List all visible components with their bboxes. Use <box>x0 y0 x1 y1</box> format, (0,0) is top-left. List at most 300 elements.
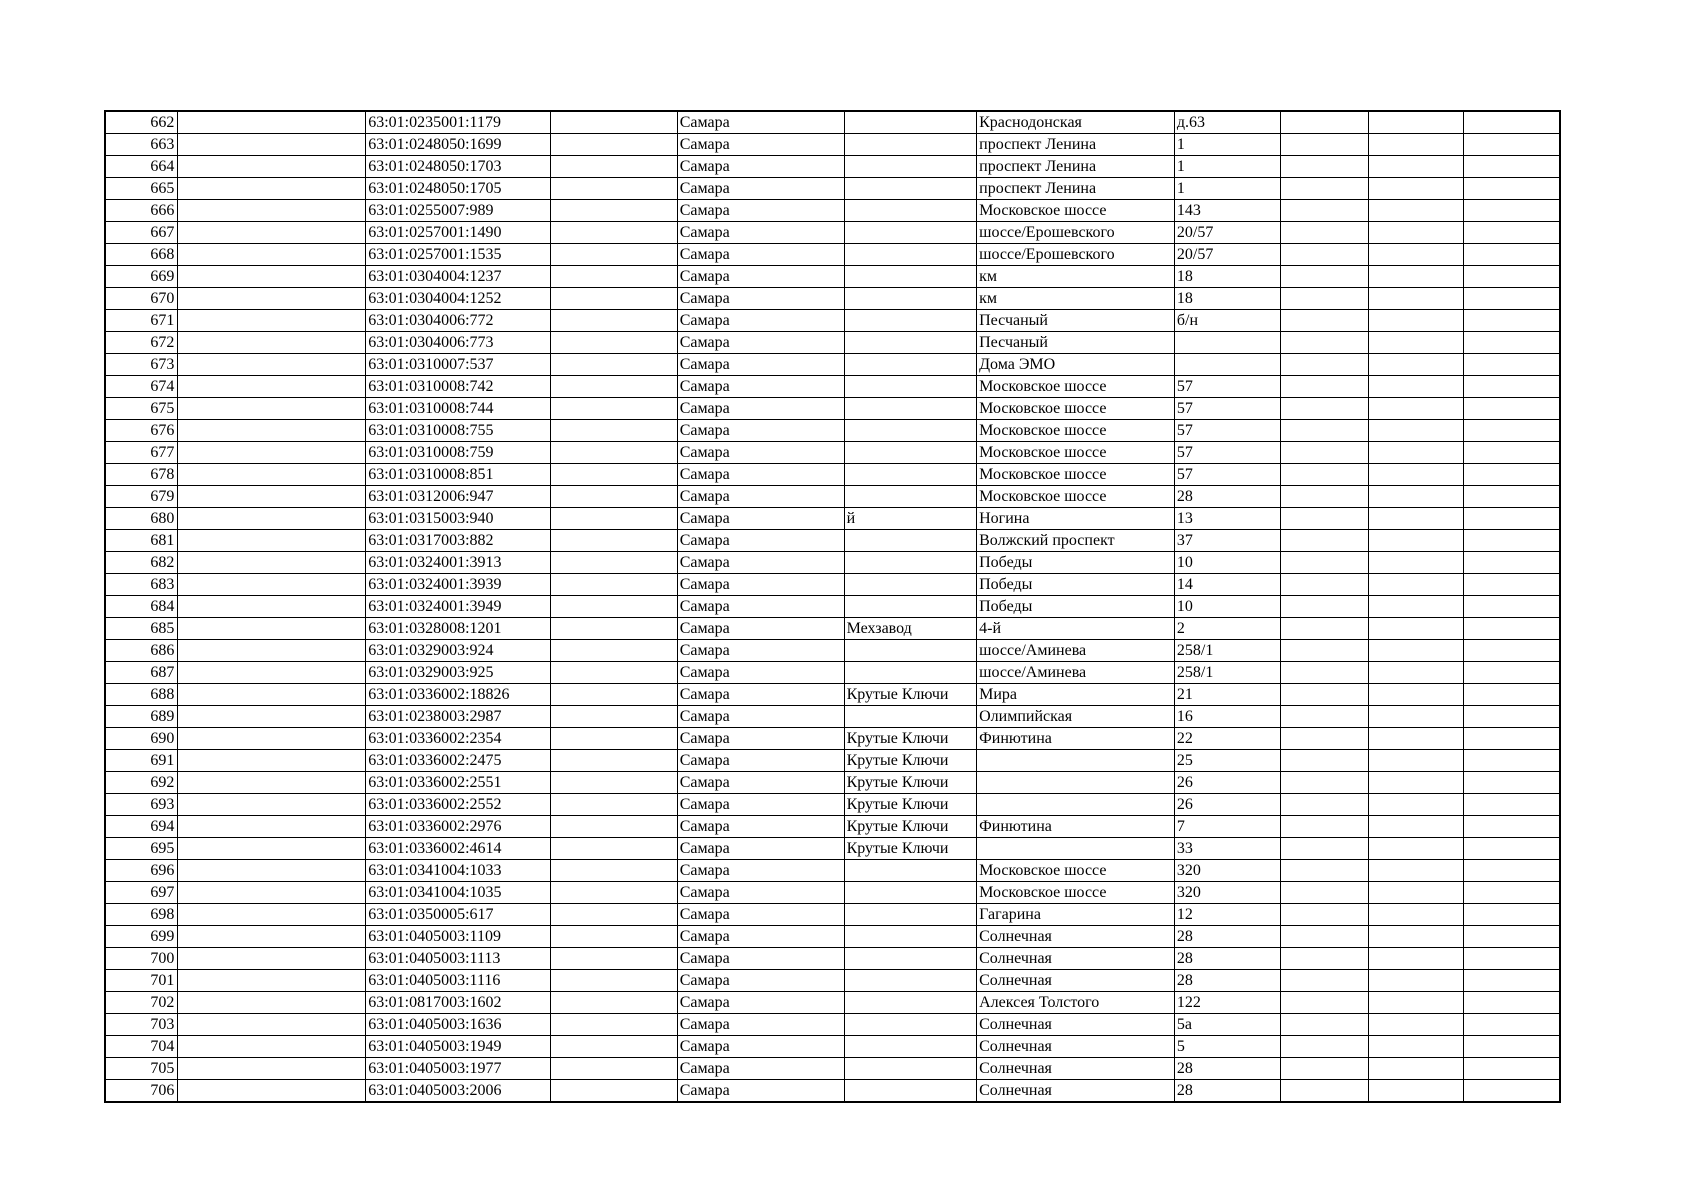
table-row <box>105 640 1560 662</box>
empty-cell <box>550 706 677 728</box>
empty-cell <box>550 354 677 376</box>
district-cell <box>844 530 977 552</box>
district-cell <box>844 156 977 178</box>
district-cell: Мехзавод <box>844 618 977 640</box>
district-cell <box>844 970 977 992</box>
empty-cell <box>1464 310 1560 332</box>
city-cell: Самара <box>677 508 844 530</box>
empty-cell <box>178 222 366 244</box>
empty-cell <box>1280 464 1368 486</box>
house-number-cell: 28 <box>1174 970 1280 992</box>
district-cell <box>844 640 977 662</box>
district-cell <box>844 310 977 332</box>
street-cell: проспект Ленина <box>977 178 1175 200</box>
empty-cell <box>1464 640 1560 662</box>
cadastral-number-cell: 63:01:0328008:1201 <box>366 618 550 640</box>
cadastral-number-cell: 63:01:0304006:773 <box>366 332 550 354</box>
table-row <box>105 156 1560 178</box>
empty-cell <box>1464 1036 1560 1058</box>
city-cell: Самара <box>677 1036 844 1058</box>
cadastral-number-cell: 63:01:0405003:1113 <box>366 948 550 970</box>
empty-cell <box>1464 332 1560 354</box>
row-number-cell: 704 <box>105 1036 178 1058</box>
table-row <box>105 266 1560 288</box>
empty-cell <box>178 1014 366 1036</box>
city-cell: Самара <box>677 574 844 596</box>
empty-cell <box>550 838 677 860</box>
city-cell: Самара <box>677 420 844 442</box>
street-cell: Финютина <box>977 816 1175 838</box>
cadastral-number-cell: 63:01:0405003:1109 <box>366 926 550 948</box>
city-cell: Самара <box>677 772 844 794</box>
street-cell: шоссе/Ерошевского <box>977 222 1175 244</box>
empty-cell <box>550 134 677 156</box>
table-row <box>105 684 1560 706</box>
empty-cell <box>178 1036 366 1058</box>
empty-cell <box>550 882 677 904</box>
cadastral-number-cell: 63:01:0350005:617 <box>366 904 550 926</box>
empty-cell <box>1464 596 1560 618</box>
street-cell: Победы <box>977 552 1175 574</box>
row-number-cell: 662 <box>105 111 178 134</box>
row-number-cell: 694 <box>105 816 178 838</box>
empty-cell <box>178 772 366 794</box>
street-cell: км <box>977 266 1175 288</box>
house-number-cell: 7 <box>1174 816 1280 838</box>
district-cell <box>844 266 977 288</box>
empty-cell <box>1464 354 1560 376</box>
cadastral-number-cell: 63:01:0336002:2475 <box>366 750 550 772</box>
empty-cell <box>1280 860 1368 882</box>
house-number-cell: 1 <box>1174 178 1280 200</box>
empty-cell <box>1369 838 1464 860</box>
empty-cell <box>1369 200 1464 222</box>
empty-cell <box>178 706 366 728</box>
street-cell: Солнечная <box>977 1014 1175 1036</box>
table-row <box>105 111 1560 134</box>
city-cell: Самара <box>677 111 844 134</box>
table-row <box>105 420 1560 442</box>
empty-cell <box>178 134 366 156</box>
city-cell: Самара <box>677 1080 844 1103</box>
table-row <box>105 134 1560 156</box>
row-number-cell: 678 <box>105 464 178 486</box>
district-cell <box>844 200 977 222</box>
cadastral-number-cell: 63:01:0310008:742 <box>366 376 550 398</box>
empty-cell <box>550 794 677 816</box>
empty-cell <box>1369 332 1464 354</box>
street-cell: шоссе/Аминева <box>977 662 1175 684</box>
street-cell: Московское шоссе <box>977 860 1175 882</box>
house-number-cell: 122 <box>1174 992 1280 1014</box>
empty-cell <box>1280 442 1368 464</box>
district-cell <box>844 948 977 970</box>
house-number-cell: 320 <box>1174 860 1280 882</box>
house-number-cell: 5а <box>1174 1014 1280 1036</box>
district-cell <box>844 860 977 882</box>
city-cell: Самара <box>677 728 844 750</box>
table-row <box>105 1036 1560 1058</box>
house-number-cell: 57 <box>1174 420 1280 442</box>
cadastral-number-cell: 63:01:0248050:1703 <box>366 156 550 178</box>
empty-cell <box>550 530 677 552</box>
district-cell: й <box>844 508 977 530</box>
empty-cell <box>1369 464 1464 486</box>
row-number-cell: 677 <box>105 442 178 464</box>
empty-cell <box>1369 750 1464 772</box>
empty-cell <box>178 200 366 222</box>
empty-cell <box>1369 508 1464 530</box>
empty-cell <box>178 530 366 552</box>
city-cell: Самара <box>677 486 844 508</box>
city-cell: Самара <box>677 134 844 156</box>
empty-cell <box>550 926 677 948</box>
table-row <box>105 1080 1560 1103</box>
data-table <box>104 110 1561 1103</box>
empty-cell <box>1280 310 1368 332</box>
district-cell <box>844 992 977 1014</box>
empty-cell <box>1369 244 1464 266</box>
empty-cell <box>1280 948 1368 970</box>
house-number-cell: 26 <box>1174 772 1280 794</box>
empty-cell <box>1280 882 1368 904</box>
city-cell: Самара <box>677 178 844 200</box>
empty-cell <box>178 244 366 266</box>
empty-cell <box>178 596 366 618</box>
street-cell: Краснодонская <box>977 111 1175 134</box>
house-number-cell: 5 <box>1174 1036 1280 1058</box>
city-cell: Самара <box>677 288 844 310</box>
district-cell: Крутые Ключи <box>844 684 977 706</box>
table-row <box>105 948 1560 970</box>
empty-cell <box>1464 266 1560 288</box>
city-cell: Самара <box>677 244 844 266</box>
city-cell: Самара <box>677 442 844 464</box>
cadastral-number-cell: 63:01:0255007:989 <box>366 200 550 222</box>
city-cell: Самара <box>677 662 844 684</box>
row-number-cell: 698 <box>105 904 178 926</box>
empty-cell <box>550 420 677 442</box>
house-number-cell: 2 <box>1174 618 1280 640</box>
empty-cell <box>178 508 366 530</box>
row-number-cell: 684 <box>105 596 178 618</box>
district-cell <box>844 596 977 618</box>
house-number-cell: 26 <box>1174 794 1280 816</box>
table-row <box>105 1058 1560 1080</box>
empty-cell <box>1280 552 1368 574</box>
district-cell <box>844 244 977 266</box>
empty-cell <box>1464 904 1560 926</box>
empty-cell <box>1369 948 1464 970</box>
city-cell: Самара <box>677 156 844 178</box>
street-cell: Мира <box>977 684 1175 706</box>
city-cell: Самара <box>677 354 844 376</box>
cadastral-number-cell: 63:01:0257001:1535 <box>366 244 550 266</box>
cadastral-number-cell: 63:01:0257001:1490 <box>366 222 550 244</box>
house-number-cell: 21 <box>1174 684 1280 706</box>
empty-cell <box>1464 706 1560 728</box>
city-cell: Самара <box>677 882 844 904</box>
empty-cell <box>178 662 366 684</box>
empty-cell <box>1280 574 1368 596</box>
empty-cell <box>1369 706 1464 728</box>
row-number-cell: 686 <box>105 640 178 662</box>
row-number-cell: 689 <box>105 706 178 728</box>
empty-cell <box>178 156 366 178</box>
city-cell: Самара <box>677 860 844 882</box>
empty-cell <box>1464 684 1560 706</box>
table-row <box>105 332 1560 354</box>
street-cell: Гагарина <box>977 904 1175 926</box>
house-number-cell: 13 <box>1174 508 1280 530</box>
district-cell: Крутые Ключи <box>844 750 977 772</box>
row-number-cell: 700 <box>105 948 178 970</box>
city-cell: Самара <box>677 838 844 860</box>
empty-cell <box>1280 508 1368 530</box>
cadastral-number-cell: 63:01:0329003:924 <box>366 640 550 662</box>
street-cell: Московское шоссе <box>977 882 1175 904</box>
street-cell: км <box>977 288 1175 310</box>
street-cell: Солнечная <box>977 1080 1175 1103</box>
row-number-cell: 673 <box>105 354 178 376</box>
empty-cell <box>1464 882 1560 904</box>
empty-cell <box>550 156 677 178</box>
cadastral-number-cell: 63:01:0248050:1699 <box>366 134 550 156</box>
empty-cell <box>178 992 366 1014</box>
empty-cell <box>178 926 366 948</box>
empty-cell <box>1280 618 1368 640</box>
row-number-cell: 666 <box>105 200 178 222</box>
empty-cell <box>1369 420 1464 442</box>
street-cell <box>977 838 1175 860</box>
table-row <box>105 838 1560 860</box>
empty-cell <box>178 464 366 486</box>
street-cell: Финютина <box>977 728 1175 750</box>
row-number-cell: 668 <box>105 244 178 266</box>
empty-cell <box>1369 266 1464 288</box>
table-row <box>105 288 1560 310</box>
row-number-cell: 671 <box>105 310 178 332</box>
cadastral-number-cell: 63:01:0336002:4614 <box>366 838 550 860</box>
house-number-cell <box>1174 332 1280 354</box>
empty-cell <box>1464 111 1560 134</box>
empty-cell <box>1280 200 1368 222</box>
house-number-cell: 20/57 <box>1174 222 1280 244</box>
district-cell <box>844 1036 977 1058</box>
street-cell: Ногина <box>977 508 1175 530</box>
empty-cell <box>550 111 677 134</box>
empty-cell <box>1464 662 1560 684</box>
row-number-cell: 663 <box>105 134 178 156</box>
empty-cell <box>550 662 677 684</box>
empty-cell <box>1369 596 1464 618</box>
empty-cell <box>1369 354 1464 376</box>
city-cell: Самара <box>677 926 844 948</box>
cadastral-number-cell: 63:01:0817003:1602 <box>366 992 550 1014</box>
city-cell: Самара <box>677 684 844 706</box>
row-number-cell: 699 <box>105 926 178 948</box>
empty-cell <box>1280 486 1368 508</box>
empty-cell <box>1464 618 1560 640</box>
empty-cell <box>1464 794 1560 816</box>
empty-cell <box>550 442 677 464</box>
empty-cell <box>1464 508 1560 530</box>
row-number-cell: 680 <box>105 508 178 530</box>
row-number-cell: 692 <box>105 772 178 794</box>
city-cell: Самара <box>677 1058 844 1080</box>
empty-cell <box>550 574 677 596</box>
empty-cell <box>178 574 366 596</box>
empty-cell <box>1280 706 1368 728</box>
empty-cell <box>550 1014 677 1036</box>
house-number-cell: 28 <box>1174 1080 1280 1103</box>
house-number-cell: б/н <box>1174 310 1280 332</box>
empty-cell <box>1369 1014 1464 1036</box>
house-number-cell: 10 <box>1174 552 1280 574</box>
empty-cell <box>550 596 677 618</box>
table-row <box>105 662 1560 684</box>
row-number-cell: 697 <box>105 882 178 904</box>
row-number-cell: 685 <box>105 618 178 640</box>
empty-cell <box>1369 1036 1464 1058</box>
empty-cell <box>178 376 366 398</box>
district-cell <box>844 111 977 134</box>
empty-cell <box>550 288 677 310</box>
street-cell <box>977 794 1175 816</box>
empty-cell <box>1464 178 1560 200</box>
empty-cell <box>1464 156 1560 178</box>
empty-cell <box>1369 904 1464 926</box>
empty-cell <box>1464 1080 1560 1103</box>
table-row <box>105 926 1560 948</box>
empty-cell <box>1280 838 1368 860</box>
empty-cell <box>1369 816 1464 838</box>
table-row <box>105 794 1560 816</box>
cadastral-number-cell: 63:01:0248050:1705 <box>366 178 550 200</box>
cadastral-number-cell: 63:01:0405003:2006 <box>366 1080 550 1103</box>
table-row <box>105 508 1560 530</box>
empty-cell <box>1280 750 1368 772</box>
district-cell: Крутые Ключи <box>844 838 977 860</box>
empty-cell <box>1464 926 1560 948</box>
empty-cell <box>178 882 366 904</box>
empty-cell <box>550 860 677 882</box>
empty-cell <box>550 376 677 398</box>
empty-cell <box>178 1058 366 1080</box>
cadastral-number-cell: 63:01:0336002:2976 <box>366 816 550 838</box>
house-number-cell: 1 <box>1174 134 1280 156</box>
street-cell: Волжский проспект <box>977 530 1175 552</box>
row-number-cell: 679 <box>105 486 178 508</box>
street-cell: 4-й <box>977 618 1175 640</box>
empty-cell <box>178 266 366 288</box>
city-cell: Самара <box>677 992 844 1014</box>
table-row <box>105 376 1560 398</box>
district-cell <box>844 706 977 728</box>
empty-cell <box>1280 398 1368 420</box>
street-cell: Московское шоссе <box>977 420 1175 442</box>
district-cell <box>844 662 977 684</box>
district-cell <box>844 464 977 486</box>
table-row <box>105 728 1560 750</box>
cadastral-number-cell: 63:01:0405003:1116 <box>366 970 550 992</box>
empty-cell <box>550 772 677 794</box>
house-number-cell: 258/1 <box>1174 640 1280 662</box>
empty-cell <box>1369 310 1464 332</box>
cadastral-number-cell: 63:01:0310008:759 <box>366 442 550 464</box>
district-cell <box>844 354 977 376</box>
empty-cell <box>1464 992 1560 1014</box>
row-number-cell: 701 <box>105 970 178 992</box>
district-cell: Крутые Ключи <box>844 816 977 838</box>
empty-cell <box>178 420 366 442</box>
cadastral-number-cell: 63:01:0304004:1252 <box>366 288 550 310</box>
cadastral-number-cell: 63:01:0324001:3939 <box>366 574 550 596</box>
empty-cell <box>1280 266 1368 288</box>
city-cell: Самара <box>677 816 844 838</box>
table-row <box>105 178 1560 200</box>
empty-cell <box>178 816 366 838</box>
cadastral-number-cell: 63:01:0336002:18826 <box>366 684 550 706</box>
empty-cell <box>1280 178 1368 200</box>
empty-cell <box>178 904 366 926</box>
house-number-cell: 33 <box>1174 838 1280 860</box>
empty-cell <box>178 618 366 640</box>
empty-cell <box>550 992 677 1014</box>
house-number-cell: 18 <box>1174 288 1280 310</box>
empty-cell <box>1464 222 1560 244</box>
row-number-cell: 703 <box>105 1014 178 1036</box>
table-row <box>105 816 1560 838</box>
empty-cell <box>1280 1014 1368 1036</box>
row-number-cell: 687 <box>105 662 178 684</box>
empty-cell <box>1280 1036 1368 1058</box>
row-number-cell: 672 <box>105 332 178 354</box>
cadastral-number-cell: 63:01:0405003:1636 <box>366 1014 550 1036</box>
empty-cell <box>550 750 677 772</box>
table-row <box>105 398 1560 420</box>
street-cell: Солнечная <box>977 1036 1175 1058</box>
house-number-cell: 28 <box>1174 926 1280 948</box>
house-number-cell: д.63 <box>1174 111 1280 134</box>
house-number-cell: 16 <box>1174 706 1280 728</box>
empty-cell <box>1369 1080 1464 1103</box>
empty-cell <box>1369 442 1464 464</box>
empty-cell <box>550 266 677 288</box>
table-row <box>105 1014 1560 1036</box>
street-cell: шоссе/Аминева <box>977 640 1175 662</box>
empty-cell <box>178 332 366 354</box>
district-cell <box>844 552 977 574</box>
house-number-cell: 12 <box>1174 904 1280 926</box>
empty-cell <box>550 970 677 992</box>
empty-cell <box>178 1080 366 1103</box>
empty-cell <box>1464 1014 1560 1036</box>
street-cell: Победы <box>977 596 1175 618</box>
empty-cell <box>1369 794 1464 816</box>
row-number-cell: 665 <box>105 178 178 200</box>
row-number-cell: 676 <box>105 420 178 442</box>
street-cell: Олимпийская <box>977 706 1175 728</box>
city-cell: Самара <box>677 794 844 816</box>
cadastral-number-cell: 63:01:0310007:537 <box>366 354 550 376</box>
empty-cell <box>550 464 677 486</box>
empty-cell <box>178 310 366 332</box>
table-row <box>105 574 1560 596</box>
house-number-cell: 28 <box>1174 1058 1280 1080</box>
street-cell: шоссе/Ерошевского <box>977 244 1175 266</box>
empty-cell <box>1369 134 1464 156</box>
